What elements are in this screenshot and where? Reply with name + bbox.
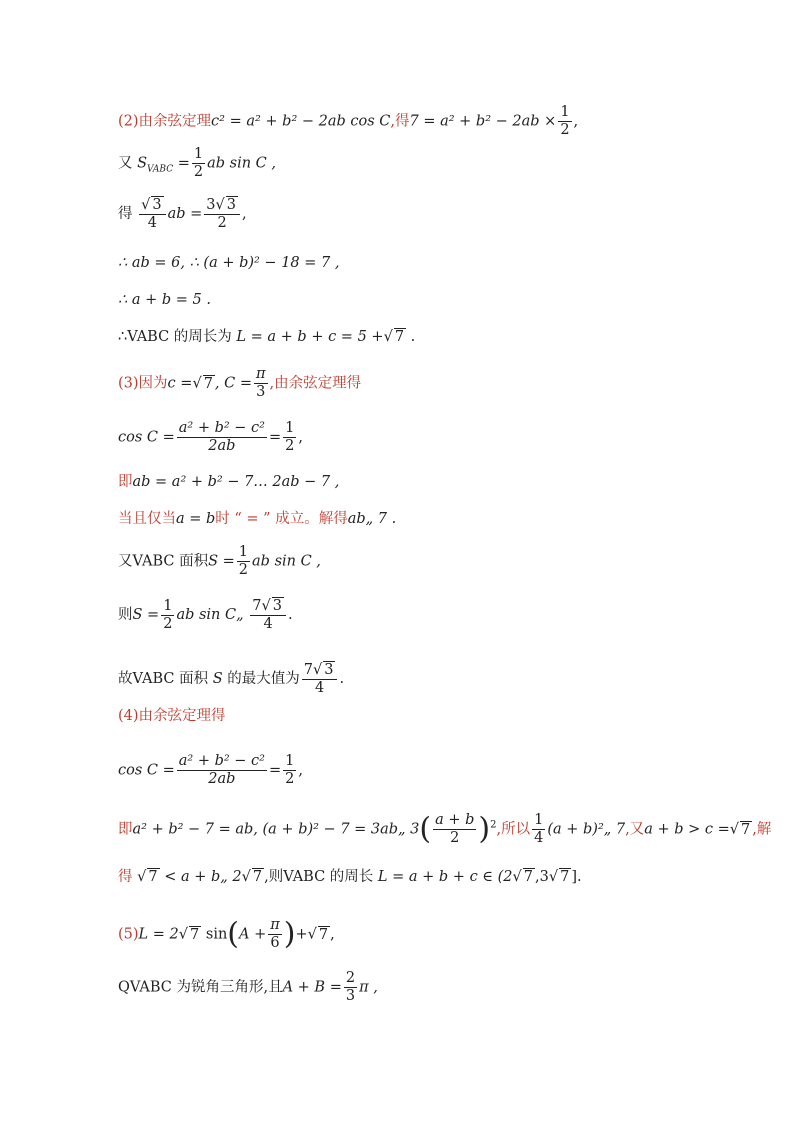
line-part5-formula: (5)L = 2√ 7 sin(A + $\frac{\pi}{6}$ )+√ 7 , — [118, 916, 335, 952]
punct: , — [330, 926, 335, 943]
line-area-formula — [118, 146, 276, 181]
formula: S = — [208, 553, 235, 570]
radicand: 7 — [394, 329, 405, 345]
formula: ab = — [167, 206, 203, 222]
radicand: 7 — [318, 926, 329, 943]
formula: cos C = — [118, 429, 175, 446]
text: QVABC 为锐角三角形,且 — [118, 979, 283, 996]
fraction-denominator: 2 — [238, 562, 249, 578]
radicand: 7 — [560, 869, 570, 885]
fraction-denominator: 2ab — [208, 438, 236, 454]
punct: , — [573, 113, 579, 130]
formula: a² + b² − 7 = ab, (a + b)² − 7 = 3ab„ 3 — [132, 821, 420, 838]
fraction — [283, 420, 296, 455]
fraction-numerator: 1 — [534, 812, 544, 828]
formula: L = a + b + c = 5 + — [236, 329, 384, 345]
text: ,则VABC 的周长 — [264, 869, 374, 885]
fraction-numerator: a² + b² − c² — [178, 420, 265, 436]
formula: ab sin C , — [252, 553, 321, 570]
connector: 当且仅当 — [118, 511, 176, 527]
formula: sin — [205, 926, 228, 943]
formula: 7 = a² + b² − 2ab × — [409, 113, 557, 130]
connector: ,所以 — [496, 821, 531, 838]
radicand: 7 — [523, 869, 534, 885]
formula: A + B = — [282, 979, 342, 996]
line-area-bound — [118, 597, 293, 633]
equals: = — [269, 429, 282, 446]
subscript: VABC — [147, 164, 174, 175]
formula: (a + b)²„ 7 — [547, 821, 626, 838]
text: 故VABC 面积 — [118, 671, 209, 687]
connector: ,解 — [752, 821, 772, 838]
fraction — [254, 366, 268, 401]
line-perimeter-range: 得 √ 7 < a + b„ 2√ 7 ,则VABC 的周长 L = a + b + c ∈ (2√ 7 ,3√ 7 ]. — [118, 869, 582, 885]
superscript: 2 — [490, 819, 497, 831]
formula: S — [212, 671, 223, 687]
line-part4-label — [118, 706, 226, 726]
fraction — [250, 597, 286, 633]
coefficient: 3 — [206, 197, 216, 213]
formula: ab = a² + b² − 7… 2ab − 7 , — [132, 474, 340, 490]
fraction-denominator: 4 — [314, 680, 325, 696]
formula: < a + b„ 2 — [164, 869, 242, 885]
formula: L = 2 — [138, 926, 179, 943]
fraction — [204, 196, 240, 232]
radicand: 7 — [190, 926, 200, 943]
text: 则 — [118, 607, 133, 623]
fraction — [532, 812, 545, 847]
part2-label: (2)由余弦定理 — [118, 113, 212, 130]
punct: . — [287, 607, 293, 623]
radicand: 3 — [226, 197, 236, 213]
connector: ,又 — [625, 821, 645, 838]
text: 的最大值为 — [227, 671, 300, 687]
punct: , — [242, 206, 247, 222]
fraction-denominator: 2 — [163, 615, 173, 632]
connector: ,由余弦定理得 — [269, 375, 362, 392]
fraction-numerator: √ 3 — [139, 196, 165, 215]
punct: ]. — [571, 869, 582, 885]
formula: cos C = — [118, 762, 175, 779]
formula: S = — [132, 607, 160, 623]
fraction-numerator: 2 — [345, 970, 356, 986]
text: 又 — [118, 155, 133, 172]
fraction — [433, 812, 476, 847]
fraction-numerator: π — [270, 917, 280, 933]
connector: 得 — [118, 869, 133, 885]
punct: , — [298, 429, 303, 446]
line-equality-condition — [118, 509, 396, 529]
fraction-numerator: 1 — [193, 146, 204, 162]
formula: a + b > c = — [644, 821, 730, 838]
line-acute-triangle — [118, 970, 378, 1005]
connector: 即 — [118, 821, 133, 838]
formula: c = — [167, 375, 193, 392]
formula: A + — [239, 926, 267, 943]
fraction-numerator: 7√ 3 — [250, 597, 286, 616]
fraction-denominator: 2ab — [208, 771, 236, 787]
fraction-denominator: 2 — [285, 771, 295, 787]
line-part3-given: (3)因为c =√ 7 , C = $\frac{\pi}{3}$ ,由余弦定理得 — [118, 366, 362, 400]
fraction-numerator: 1 — [163, 597, 173, 614]
radicand: 7 — [203, 375, 213, 392]
fraction — [192, 146, 205, 181]
radicand: 3 — [324, 662, 334, 678]
connector: 时 “ = ” 成立。解得 — [215, 511, 348, 527]
fraction — [268, 917, 282, 952]
fraction-denominator: 3 — [345, 988, 356, 1004]
punct: , — [298, 762, 303, 779]
formula: ab„ 7 . — [347, 511, 397, 527]
coefficient: 7 — [303, 662, 313, 678]
punct: . — [339, 671, 345, 687]
line-area-s — [118, 544, 321, 579]
fraction-denominator: 2 — [450, 830, 460, 846]
fraction — [558, 104, 571, 139]
fraction — [302, 661, 338, 697]
line-law-of-cosines — [118, 104, 578, 139]
fraction-denominator: 4 — [534, 830, 544, 846]
fraction-numerator: 3√ 3 — [204, 196, 240, 215]
fraction — [237, 544, 250, 579]
formula: c² = a² + b² − 2ab cos C — [211, 113, 391, 130]
fraction — [283, 753, 296, 788]
radicand: 7 — [741, 821, 751, 838]
fraction-denominator: 4 — [147, 215, 157, 231]
line-cos-c — [118, 420, 303, 455]
equals: = — [269, 762, 282, 779]
formula: L = a + b + c ∈ (2 — [377, 869, 513, 885]
line-sum-bound: 即a² + b² − 7 = ab, (a + b)² − 7 = 3ab„ 3( $\frac{a + b}{2}$ )$^2$,所以 $\frac{1}{4}$ (a + b)²„ 7,又a + b > c =√ 7 ,解 — [118, 811, 772, 847]
coefficient: 7 — [252, 598, 262, 614]
radicand: 7 — [252, 869, 263, 885]
part3-label: (3)因为 — [118, 375, 168, 392]
fraction-numerator: 1 — [560, 104, 570, 120]
connector: ,得 — [390, 113, 410, 130]
fraction-denominator: 2 — [217, 215, 227, 231]
fraction — [177, 753, 267, 788]
part5-label: (5) — [118, 926, 139, 943]
fraction-numerator: 1 — [238, 544, 249, 560]
punct: . — [410, 329, 416, 345]
fraction-numerator: a + b — [435, 812, 475, 828]
fraction-numerator: π — [256, 366, 266, 382]
part4-label: (4)由余弦定理得 — [118, 708, 226, 724]
formula: ab sin C , — [207, 155, 276, 172]
text: 又VABC 面积 — [118, 553, 209, 570]
fraction — [161, 598, 174, 633]
fraction-numerator: 7√ 3 — [302, 661, 338, 680]
fraction-numerator: 1 — [285, 420, 295, 436]
line-ab-inequality — [118, 472, 339, 492]
formula: , C = — [214, 375, 252, 392]
line-ab-equals-6: ∴ ab = 6, ∴ (a + b)² − 18 = 7 , — [118, 255, 340, 271]
fraction-denominator: 2 — [560, 122, 570, 138]
line-cos-c-2 — [118, 753, 303, 788]
text: ,3 — [535, 869, 549, 885]
line-max-area — [118, 661, 344, 697]
fraction-denominator: 3 — [256, 384, 266, 400]
fraction — [344, 970, 357, 1005]
text: ∴VABC 的周长为 — [118, 329, 232, 345]
fraction-denominator: 4 — [263, 616, 273, 632]
text: 得 — [118, 206, 133, 222]
fraction-denominator: 2 — [193, 164, 204, 180]
line-result — [118, 196, 247, 232]
formula: π , — [359, 979, 378, 996]
line-perimeter: ∴VABC 的周长为 L = a + b + c = 5 +√ 7 . — [118, 329, 416, 345]
equals: = — [177, 155, 190, 172]
fraction-numerator: a² + b² − c² — [178, 753, 265, 769]
radicand: 3 — [272, 598, 282, 614]
radicand: 3 — [152, 197, 162, 213]
fraction — [139, 196, 165, 232]
formula: ab sin C„ — [176, 607, 244, 623]
formula: S — [137, 155, 148, 172]
plus: + — [295, 926, 308, 943]
radicand: 7 — [148, 869, 158, 885]
formula: a = b — [176, 511, 216, 527]
line-a-plus-b: ∴ a + b = 5 . — [118, 292, 211, 308]
fraction — [177, 420, 267, 455]
fraction-denominator: 2 — [285, 438, 295, 454]
fraction-numerator: 1 — [285, 753, 295, 769]
connector: 即 — [118, 474, 133, 490]
fraction-denominator: 6 — [270, 935, 280, 951]
